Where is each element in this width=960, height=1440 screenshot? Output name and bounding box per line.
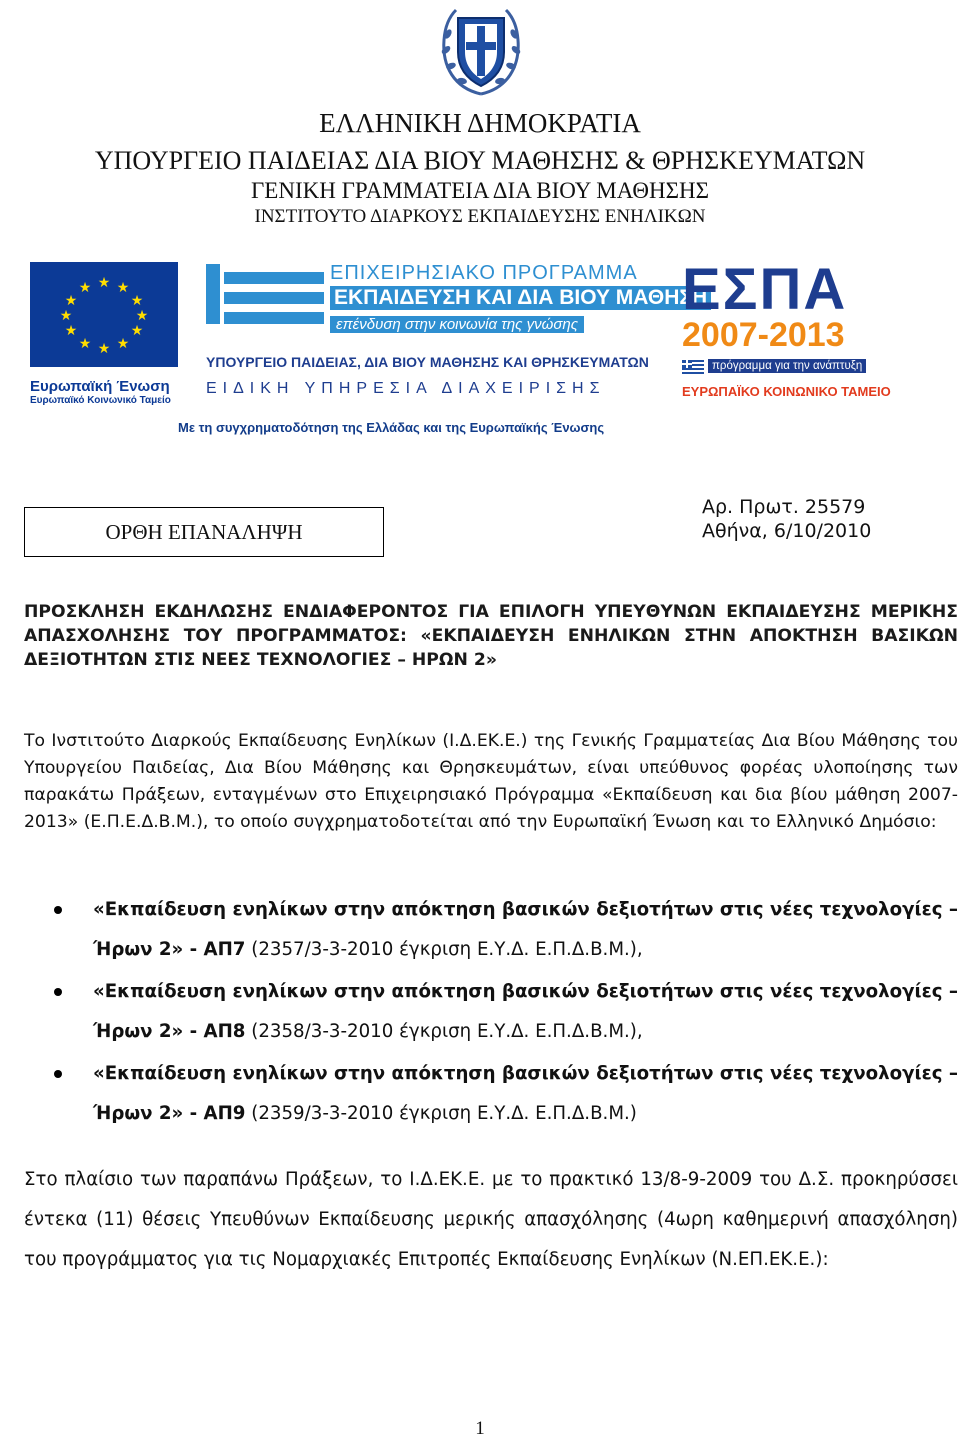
header-secretariat: ΓΕΝΙΚΗ ΓΡΑΜΜΑΤΕΙΑ ΔΙΑ ΒΙΟΥ ΜΑΘΗΣΗΣ (251, 178, 709, 203)
action-title: «Εκπαίδευση ενηλίκων στην απόκτηση βασικών δεξιοτήτων στις νέες τεχνολογίες – Ήρων 2» - ΑΠ7 (93, 899, 958, 960)
svg-text:★: ★ (97, 341, 111, 357)
svg-text:★: ★ (130, 293, 144, 309)
page-number: 1 (475, 1418, 485, 1439)
closing-paragraph: Στο πλαίσιο των παραπάνω Πράξεων, το Ι.Δ.ΕΚ.Ε. με το πρακτικό 13/8-9-2009 του Δ.Σ. προκηρύσσει έντεκα (11) θέσεις Υπευθύνων Εκπαίδευσης μερικής απασχόλησης (4ωρη καθημερινή απασχόληση) του προγράμματος για τις Νομαρχιακές Επιτροπές Εκπαίδευσης Ενηλίκων (Ν.ΕΠ.ΕΚ.Ε.): (24, 1169, 958, 1270)
actions-list (24, 890, 958, 1136)
espa-title: ΕΣΠΑ (682, 257, 848, 322)
intro-paragraph: Το Ινστιτούτο Διαρκούς Εκπαίδευσης Ενηλίκων (Ι.Δ.ΕΚ.Ε.) της Γενικής Γραμματείας Δια Βίου Μάθησης του Υπουργείου Παιδείας, Δια Βίου Μάθησης και Θρησκευμάτων, είναι υπεύθυνος φορέας υλοποίησης των παρακάτω Πράξεων, ενταγμένων στο Επιχειρησιακό Πρόγραμμα «Εκπαίδευση και δια βίου μάθηση 2007-2013» (Ε.Π.Ε.Δ.Β.Μ.), το οποίο συγχρηματοδοτείται από την Ευρωπαϊκή Ένωση και το Ελληνικό Δημόσιο: (24, 731, 958, 832)
action-title: «Εκπαίδευση ενηλίκων στην απόκτηση βασικών δεξιοτήτων στις νέες τεχνολογίες – Ήρων 2» - ΑΠ9 (93, 1063, 958, 1124)
espa-fund: ΕΥΡΩΠΑΪΚΟ ΚΟΙΝΩΝΙΚΟ ΤΑΜΕΙΟ (682, 384, 891, 399)
espa-logo (682, 257, 922, 407)
header-institute: ΙΝΣΤΙΤΟΥΤΟ ΔΙΑΡΚΟΥΣ ΕΚΠΑΙΔΕΥΣΗΣ ΕΝΗΛΙΚΩΝ (254, 206, 706, 227)
bullet-icon (54, 1070, 62, 1078)
greek-flag-icon (682, 360, 704, 376)
svg-text:★: ★ (116, 280, 130, 296)
programme-service: ΕΙΔΙΚΗ ΥΠΗΡΕΣΙΑ ΔΙΑΧΕΙΡΙΣΗΣ (206, 380, 606, 397)
espa-tagline: πρόγραμμα για την ανάπτυξη (708, 359, 866, 373)
eu-logo-subcaption: Ευρωπαϊκό Κοινωνικό Ταμείο (30, 395, 171, 406)
header-ministry: ΥΠΟΥΡΓΕΙΟ ΠΑΙΔΕΙΑΣ ΔΙΑ ΒΙΟΥ ΜΑΘΗΣΗΣ & ΘΡΗΣΚΕΥΜΑΤΩΝ (94, 146, 866, 175)
programme-lines-icon (206, 264, 326, 342)
action-approval: (2358/3-3-2010 έγκριση Ε.Υ.Δ. Ε.Π.Δ.Β.Μ.), (245, 1021, 643, 1042)
programme-name: ΕΚΠΑΙΔΕΥΣΗ ΚΑΙ ΔΙΑ ΒΙΟΥ ΜΑΘΗΣΗ (330, 286, 711, 310)
list-item (24, 890, 958, 970)
list-item (24, 1054, 958, 1134)
svg-text:★: ★ (116, 336, 130, 352)
list-item (24, 972, 958, 1052)
espa-years: 2007-2013 (682, 316, 845, 354)
programme-heading: ΕΠΙΧΕΙΡΗΣΙΑΚΟ ΠΡΟΓΡΑΜΜΑ (330, 262, 638, 284)
action-approval: (2357/3-3-2010 έγκριση Ε.Υ.Δ. Ε.Π.Δ.Β.Μ.), (245, 939, 643, 960)
action-approval: (2359/3-3-2010 έγκριση Ε.Υ.Δ. Ε.Π.Δ.Β.Μ.) (245, 1103, 637, 1124)
bullet-icon (54, 988, 62, 996)
svg-text:★: ★ (78, 280, 92, 296)
svg-text:★: ★ (64, 293, 78, 309)
header-country: ΕΛΛΗΝΙΚΗ ΔΗΜΟΚΡΑΤΙΑ (319, 108, 641, 138)
svg-text:★: ★ (78, 336, 92, 352)
action-title: «Εκπαίδευση ενηλίκων στην απόκτηση βασικών δεξιοτήτων στις νέες τεχνολογίες – Ήρων 2» - ΑΠ8 (93, 981, 958, 1042)
svg-text:★: ★ (59, 308, 73, 324)
document-date: Αθήνα, 6/10/2010 (702, 520, 872, 542)
bullet-icon (54, 906, 62, 914)
svg-text:★: ★ (130, 323, 144, 339)
correction-notice-box (24, 507, 384, 557)
eu-logo (30, 262, 178, 406)
eu-flag-icon (30, 262, 178, 367)
correction-notice-label: ΟΡΘΗ ΕΠΑΝΑΛΗΨΗ (105, 519, 303, 544)
cofunding-note: Με τη συγχρηματοδότηση της Ελλάδας και της Ευρωπαϊκής Ένωσης (178, 420, 605, 435)
svg-text:★: ★ (135, 308, 149, 324)
eu-logo-caption: Ευρωπαϊκή Ένωση (30, 378, 170, 395)
protocol-number: Αρ. Πρωτ. 25579 (702, 496, 866, 518)
svg-text:★: ★ (97, 275, 111, 291)
document-title: ΠΡΟΣΚΛΗΣΗ ΕΚΔΗΛΩΣΗΣ ΕΝΔΙΑΦΕΡΟΝΤΟΣ ΓΙΑ ΕΠΙΛΟΓΗ ΥΠΕΥΘΥΝΩΝ ΕΚΠΑΙΔΕΥΣΗΣ ΜΕΡΙΚΗΣ ΑΠΑΣΧΟΛΗΣΗΣ ΤΟΥ ΠΡΟΓΡΑΜΜΑΤΟΣ: «ΕΚΠΑΙΔΕΥΣΗ ΕΝΗΛΙΚΩΝ ΣΤΗΝ ΑΠΟΚΤΗΣΗ ΒΑΣΙΚΩΝ ΔΕΞΙΟΤΗΤΩΝ ΣΤΙΣ ΝΕΕΣ ΤΕΧΝΟΛΟΓΙΕΣ – ΗΡΩΝ 2» (24, 602, 958, 670)
programme-ministry: ΥΠΟΥΡΓΕΙΟ ΠΑΙΔΕΙΑΣ, ΔΙΑ ΒΙΟΥ ΜΑΘΗΣΗΣ ΚΑΙ ΘΡΗΣΚΕΥΜΑΤΩΝ (206, 354, 649, 370)
programme-slogan: επένδυση στην κοινωνία της γνώσης (330, 316, 584, 333)
operational-programme-logo (206, 262, 708, 412)
svg-text:★: ★ (64, 323, 78, 339)
greek-coat-of-arms-emblem (438, 4, 524, 98)
